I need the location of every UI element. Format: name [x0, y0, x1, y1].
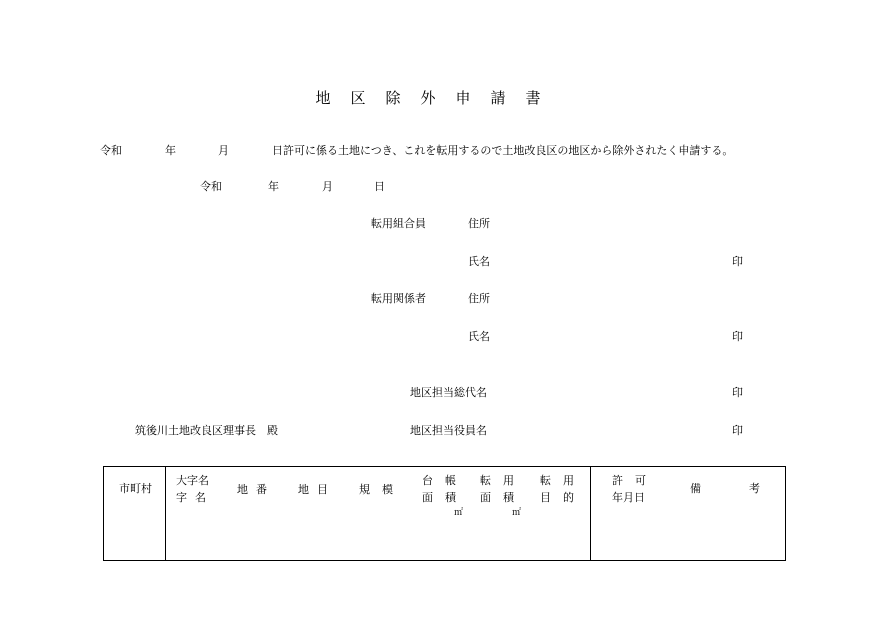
related-name-label: 氏名 — [468, 330, 490, 343]
table-divider-city — [165, 467, 166, 560]
header-land-type: 地目 — [298, 483, 336, 496]
date-month: 月 — [322, 180, 333, 193]
header-conv-unit: ㎡ — [512, 508, 522, 518]
applicant-address-label: 住所 — [468, 217, 490, 230]
header-purpose-bottom: 目的 — [540, 491, 586, 504]
header-permit-bottom: 年月日 — [612, 491, 645, 504]
header-aza-top: 大字名 — [176, 474, 209, 487]
table-divider-permit — [590, 467, 591, 560]
district-official-label: 地区担当役員名 — [410, 424, 487, 437]
header-ledger-top: 台帳 — [422, 474, 468, 487]
district-official-seal: 印 — [732, 424, 743, 437]
intro-text: 日許可に係る土地につき、これを転用するので土地改良区の地区から除外されたく申請する。 — [272, 144, 734, 157]
related-label: 転用関係者 — [371, 292, 426, 305]
header-conv-top: 転用 — [480, 474, 526, 487]
addressee: 筑後川土地改良区理事長 殿 — [135, 424, 278, 437]
date-day: 日 — [374, 180, 385, 193]
header-size: 規模 — [359, 483, 405, 496]
header-remarks: 備考 — [690, 482, 808, 495]
intro-month: 月 — [218, 144, 229, 157]
applicant-label: 転用組合員 — [371, 217, 426, 230]
district-rep-seal: 印 — [732, 386, 743, 399]
header-ledger-bottom: 面積 — [422, 491, 468, 504]
applicant-name-label: 氏名 — [468, 255, 490, 268]
land-table — [103, 466, 808, 561]
header-ledger-unit: ㎡ — [454, 508, 464, 518]
header-conv-bottom: 面積 — [480, 491, 526, 504]
header-purpose-top: 転用 — [540, 474, 586, 487]
district-rep-label: 地区担当総代名 — [410, 386, 487, 399]
page-title: 地区除外申請書 — [315, 89, 561, 107]
applicant-seal: 印 — [732, 255, 743, 268]
related-address-label: 住所 — [468, 292, 490, 305]
intro-era: 令和 — [100, 144, 122, 157]
header-city: 市町村 — [119, 482, 152, 495]
header-lot: 地番 — [237, 483, 275, 496]
date-year: 年 — [268, 180, 279, 193]
header-aza-bottom: 字名 — [176, 491, 214, 504]
related-seal: 印 — [732, 330, 743, 343]
header-permit-top: 許可 — [612, 474, 658, 487]
date-era: 令和 — [200, 180, 222, 193]
intro-year: 年 — [165, 144, 176, 157]
